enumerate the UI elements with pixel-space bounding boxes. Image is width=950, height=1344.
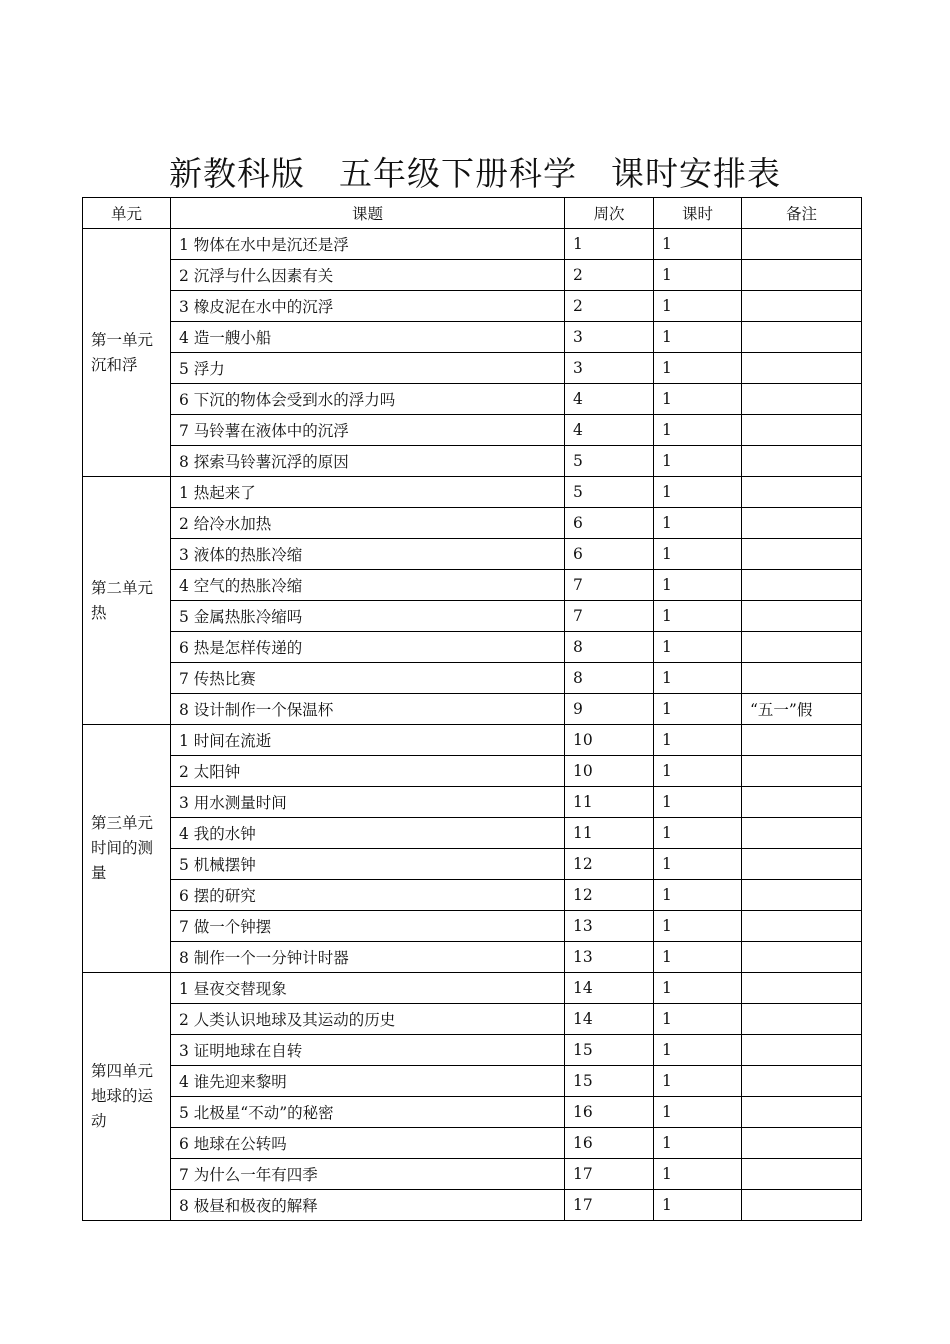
week-cell: 6 (565, 539, 654, 570)
topic-cell: 7 传热比赛 (171, 663, 565, 694)
unit-name-line: 地球的运 (91, 1087, 154, 1105)
week-cell: 14 (565, 973, 654, 1004)
week-cell: 5 (565, 477, 654, 508)
topic-cell: 3 用水测量时间 (171, 787, 565, 818)
hours-cell: 1 (654, 694, 742, 725)
week-cell: 17 (565, 1190, 654, 1221)
week-cell: 2 (565, 291, 654, 322)
week-cell: 12 (565, 880, 654, 911)
unit-cell (83, 725, 171, 973)
table-row (83, 570, 862, 601)
table-row (83, 1128, 862, 1159)
header-note: 备注 (742, 198, 862, 229)
hours-cell: 1 (654, 818, 742, 849)
topic-cell: 1 物体在水中是沉还是浮 (171, 229, 565, 260)
week-cell: 3 (565, 353, 654, 384)
topic-cell: 3 橡皮泥在水中的沉浮 (171, 291, 565, 322)
note-cell (742, 446, 862, 477)
week-cell: 13 (565, 911, 654, 942)
table-body (83, 229, 862, 1221)
note-cell (742, 539, 862, 570)
table-row (83, 787, 862, 818)
unit-cell (83, 229, 171, 477)
table-row (83, 291, 862, 322)
hours-cell: 1 (654, 725, 742, 756)
note-cell (742, 291, 862, 322)
hours-cell: 1 (654, 353, 742, 384)
hours-cell: 1 (654, 1159, 742, 1190)
table-row (83, 632, 862, 663)
note-cell (742, 1190, 862, 1221)
topic-cell: 2 沉浮与什么因素有关 (171, 260, 565, 291)
topic-cell: 5 金属热胀冷缩吗 (171, 601, 565, 632)
hours-cell: 1 (654, 291, 742, 322)
note-cell (742, 849, 862, 880)
hours-cell: 1 (654, 911, 742, 942)
note-cell (742, 880, 862, 911)
unit-name-line: 第四单元 (91, 1062, 154, 1080)
note-cell (742, 322, 862, 353)
topic-cell: 3 液体的热胀冷缩 (171, 539, 565, 570)
unit-name-line: 第二单元 (91, 578, 154, 597)
week-cell: 4 (565, 384, 654, 415)
note-cell (742, 756, 862, 787)
hours-cell: 1 (654, 849, 742, 880)
unit-name-line: 沉和浮 (91, 355, 138, 374)
topic-cell: 4 空气的热胀冷缩 (171, 570, 565, 601)
hours-cell: 1 (654, 322, 742, 353)
week-cell: 15 (565, 1035, 654, 1066)
table-row (83, 322, 862, 353)
table-row (83, 1159, 862, 1190)
table-row (83, 1004, 862, 1035)
note-cell (742, 911, 862, 942)
table-row (83, 477, 862, 508)
table-row (83, 1190, 862, 1221)
topic-cell: 2 太阳钟 (171, 756, 565, 787)
hours-cell: 1 (654, 1097, 742, 1128)
topic-cell: 8 探索马铃薯沉浮的原因 (171, 446, 565, 477)
hours-cell: 1 (654, 1128, 742, 1159)
hours-cell: 1 (654, 539, 742, 570)
header-hours: 课时 (654, 198, 742, 229)
hours-cell: 1 (654, 570, 742, 601)
topic-cell: 6 下沉的物体会受到水的浮力吗 (171, 384, 565, 415)
note-cell (742, 415, 862, 446)
table-row (83, 384, 862, 415)
topic-cell: 6 地球在公转吗 (171, 1128, 565, 1159)
table-row (83, 229, 862, 260)
table-row (83, 725, 862, 756)
note-cell (742, 601, 862, 632)
note-cell (742, 1066, 862, 1097)
week-cell: 5 (565, 446, 654, 477)
week-cell: 3 (565, 322, 654, 353)
hours-cell: 1 (654, 1066, 742, 1097)
unit-name-line: 第三单元 (91, 814, 154, 832)
header-topic: 课题 (171, 198, 565, 229)
table-row (83, 601, 862, 632)
note-cell (742, 1004, 862, 1035)
week-cell: 14 (565, 1004, 654, 1035)
week-cell: 8 (565, 663, 654, 694)
topic-cell: 6 热是怎样传递的 (171, 632, 565, 663)
hours-cell: 1 (654, 1035, 742, 1066)
note-cell (742, 1159, 862, 1190)
week-cell: 9 (565, 694, 654, 725)
hours-cell: 1 (654, 477, 742, 508)
note-cell (742, 663, 862, 694)
note-cell (742, 260, 862, 291)
topic-cell: 5 浮力 (171, 353, 565, 384)
week-cell: 7 (565, 570, 654, 601)
unit-name-line: 第一单元 (91, 330, 154, 349)
week-cell: 16 (565, 1097, 654, 1128)
table-row (83, 880, 862, 911)
topic-cell: 8 设计制作一个保温杯 (171, 694, 565, 725)
week-cell: 11 (565, 787, 654, 818)
topic-cell: 4 谁先迎来黎明 (171, 1066, 565, 1097)
table-row (83, 260, 862, 291)
hours-cell: 1 (654, 787, 742, 818)
note-cell (742, 632, 862, 663)
hours-cell: 1 (654, 1004, 742, 1035)
table-row (83, 756, 862, 787)
hours-cell: 1 (654, 260, 742, 291)
week-cell: 13 (565, 942, 654, 973)
note-cell (742, 1128, 862, 1159)
note-cell (742, 570, 862, 601)
topic-cell: 4 我的水钟 (171, 818, 565, 849)
week-cell: 10 (565, 725, 654, 756)
unit-name-line: 量 (91, 864, 107, 882)
note-cell (742, 384, 862, 415)
table-row (83, 446, 862, 477)
hours-cell: 1 (654, 942, 742, 973)
note-cell (742, 1035, 862, 1066)
topic-cell: 7 马铃薯在液体中的沉浮 (171, 415, 565, 446)
table-row (83, 539, 862, 570)
note-cell (742, 1097, 862, 1128)
header-unit: 单元 (83, 198, 171, 229)
table-row (83, 508, 862, 539)
topic-cell: 8 极昼和极夜的解释 (171, 1190, 565, 1221)
topic-cell: 7 为什么一年有四季 (171, 1159, 565, 1190)
unit-cell (83, 477, 171, 725)
week-cell: 4 (565, 415, 654, 446)
week-cell: 7 (565, 601, 654, 632)
table-row (83, 1066, 862, 1097)
week-cell: 10 (565, 756, 654, 787)
topic-cell: 5 机械摆钟 (171, 849, 565, 880)
topic-cell: 7 做一个钟摆 (171, 911, 565, 942)
topic-cell: 8 制作一个一分钟计时器 (171, 942, 565, 973)
note-cell (742, 353, 862, 384)
note-cell (742, 787, 862, 818)
table-row (83, 911, 862, 942)
hours-cell: 1 (654, 384, 742, 415)
week-cell: 15 (565, 1066, 654, 1097)
table-row (83, 415, 862, 446)
unit-name-line: 动 (91, 1112, 107, 1130)
week-cell: 6 (565, 508, 654, 539)
table-row (83, 353, 862, 384)
table-row (83, 1097, 862, 1128)
note-cell (742, 973, 862, 1004)
week-cell: 8 (565, 632, 654, 663)
topic-cell: 1 热起来了 (171, 477, 565, 508)
week-cell: 12 (565, 849, 654, 880)
topic-cell: 1 昼夜交替现象 (171, 973, 565, 1004)
table-row (83, 849, 862, 880)
table-row (83, 694, 862, 725)
note-cell: “五一”假 (742, 694, 862, 725)
week-cell: 2 (565, 260, 654, 291)
note-cell (742, 818, 862, 849)
note-cell (742, 725, 862, 756)
hours-cell: 1 (654, 229, 742, 260)
table-row (83, 1035, 862, 1066)
hours-cell: 1 (654, 756, 742, 787)
topic-cell: 3 证明地球在自转 (171, 1035, 565, 1066)
hours-cell: 1 (654, 446, 742, 477)
hours-cell: 1 (654, 601, 742, 632)
table-header-row (83, 198, 862, 229)
hours-cell: 1 (654, 508, 742, 539)
topic-cell: 2 人类认识地球及其运动的历史 (171, 1004, 565, 1035)
unit-name-line: 热 (91, 603, 107, 622)
unit-cell (83, 973, 171, 1221)
note-cell (742, 477, 862, 508)
table-row (83, 818, 862, 849)
hours-cell: 1 (654, 415, 742, 446)
topic-cell: 4 造一艘小船 (171, 322, 565, 353)
table-row (83, 663, 862, 694)
week-cell: 17 (565, 1159, 654, 1190)
schedule-table (82, 197, 862, 1221)
topic-cell: 5 北极星“不动”的秘密 (171, 1097, 565, 1128)
topic-cell: 1 时间在流逝 (171, 725, 565, 756)
header-week: 周次 (565, 198, 654, 229)
hours-cell: 1 (654, 663, 742, 694)
note-cell (742, 229, 862, 260)
week-cell: 1 (565, 229, 654, 260)
topic-cell: 6 摆的研究 (171, 880, 565, 911)
hours-cell: 1 (654, 1190, 742, 1221)
week-cell: 11 (565, 818, 654, 849)
hours-cell: 1 (654, 880, 742, 911)
note-cell (742, 508, 862, 539)
page-title: 新教科版 五年级下册科学 课时安排表 (169, 154, 781, 193)
topic-cell: 2 给冷水加热 (171, 508, 565, 539)
note-cell (742, 942, 862, 973)
week-cell: 16 (565, 1128, 654, 1159)
hours-cell: 1 (654, 632, 742, 663)
table-row (83, 973, 862, 1004)
table-row (83, 942, 862, 973)
unit-name-line: 时间的测 (91, 839, 154, 857)
hours-cell: 1 (654, 973, 742, 1004)
